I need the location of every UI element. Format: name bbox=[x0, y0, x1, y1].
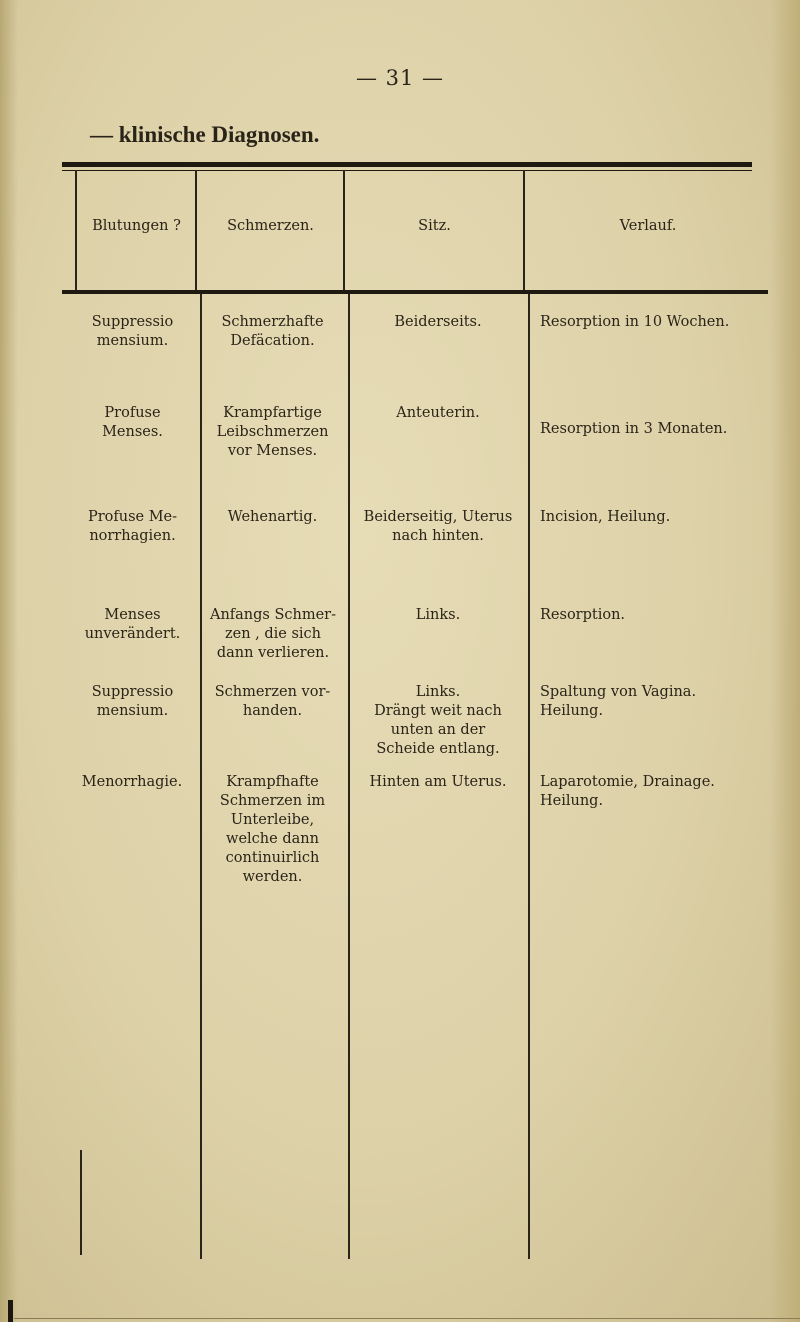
row-4-sitz: Links. bbox=[415, 607, 461, 623]
row-1-schmerzen: Schmerzhafte Defäcation. bbox=[221, 314, 324, 349]
row-5-verlauf: Spaltung von Vagina. Heilung. bbox=[540, 684, 697, 719]
column-line-1-body bbox=[80, 1150, 82, 1255]
column-line-2 bbox=[195, 170, 197, 290]
row-3-sitz: Beiderseitig, Uterus nach hinten. bbox=[363, 509, 513, 544]
row-2-blutungen: Profuse Menses. bbox=[102, 405, 163, 440]
row-6-sitz: Hinten am Uterus. bbox=[369, 774, 507, 790]
section-heading: — klinische Diagnosen. bbox=[90, 122, 320, 147]
row-6-schmerzen: Krampfhafte Schmerzen im Unterleibe, welche dann continuirlich werden. bbox=[219, 774, 326, 885]
header-schmerzen: Schmerzen. bbox=[227, 218, 314, 234]
page-number: — 31 — bbox=[355, 66, 445, 90]
header-sitz: Sitz. bbox=[418, 218, 451, 234]
column-line-4 bbox=[523, 170, 525, 290]
column-line-3 bbox=[343, 170, 345, 290]
row-6-verlauf: Laparotomie, Drainage. Heilung. bbox=[540, 774, 715, 809]
column-line-1 bbox=[75, 170, 77, 290]
row-1-blutungen: Suppressio mensium. bbox=[91, 314, 174, 349]
row-5-blutungen: Suppressio mensium. bbox=[91, 684, 174, 719]
row-5-schmerzen: Schmerzen vor- handen. bbox=[214, 684, 331, 719]
row-4-blutungen: Menses unverändert. bbox=[84, 607, 181, 642]
row-3-blutungen: Profuse Me- norrhagien. bbox=[87, 509, 178, 544]
header-blutungen: Blutungen ? bbox=[92, 218, 181, 234]
row-4-verlauf: Resorption. bbox=[540, 607, 626, 623]
row-2-sitz: Anteuterin. bbox=[396, 405, 480, 421]
table-top-rule bbox=[62, 162, 752, 167]
row-2-schmerzen: Krampfartige Leibschmerzen vor Menses. bbox=[216, 405, 329, 459]
bottom-edge-mark bbox=[8, 1300, 13, 1322]
row-2-verlauf: Resorption in 3 Monaten. bbox=[540, 421, 728, 437]
column-line-4-body bbox=[528, 294, 530, 1259]
row-3-verlauf: Incision, Heilung. bbox=[540, 509, 671, 525]
row-3-schmerzen: Wehenartig. bbox=[227, 509, 318, 525]
row-1-verlauf: Resorption in 10 Wochen. bbox=[540, 314, 730, 330]
row-6-blutungen: Menorrhagie. bbox=[81, 774, 183, 790]
page-edge-shadow-left bbox=[0, 0, 18, 1322]
row-5-sitz: Links. Drängt weit nach unten an der Scheide entlang. bbox=[374, 684, 502, 757]
header-verlauf: Verlauf. bbox=[619, 218, 677, 234]
row-4-schmerzen: Anfangs Schmer- zen , die sich dann verlieren. bbox=[209, 607, 337, 661]
bottom-edge-line bbox=[14, 1318, 800, 1319]
row-1-sitz: Beiderseits. bbox=[394, 314, 482, 330]
header-bottom-rule bbox=[62, 290, 768, 294]
page-edge-shadow-right bbox=[770, 0, 800, 1322]
table-top-rule-thin bbox=[62, 170, 752, 171]
